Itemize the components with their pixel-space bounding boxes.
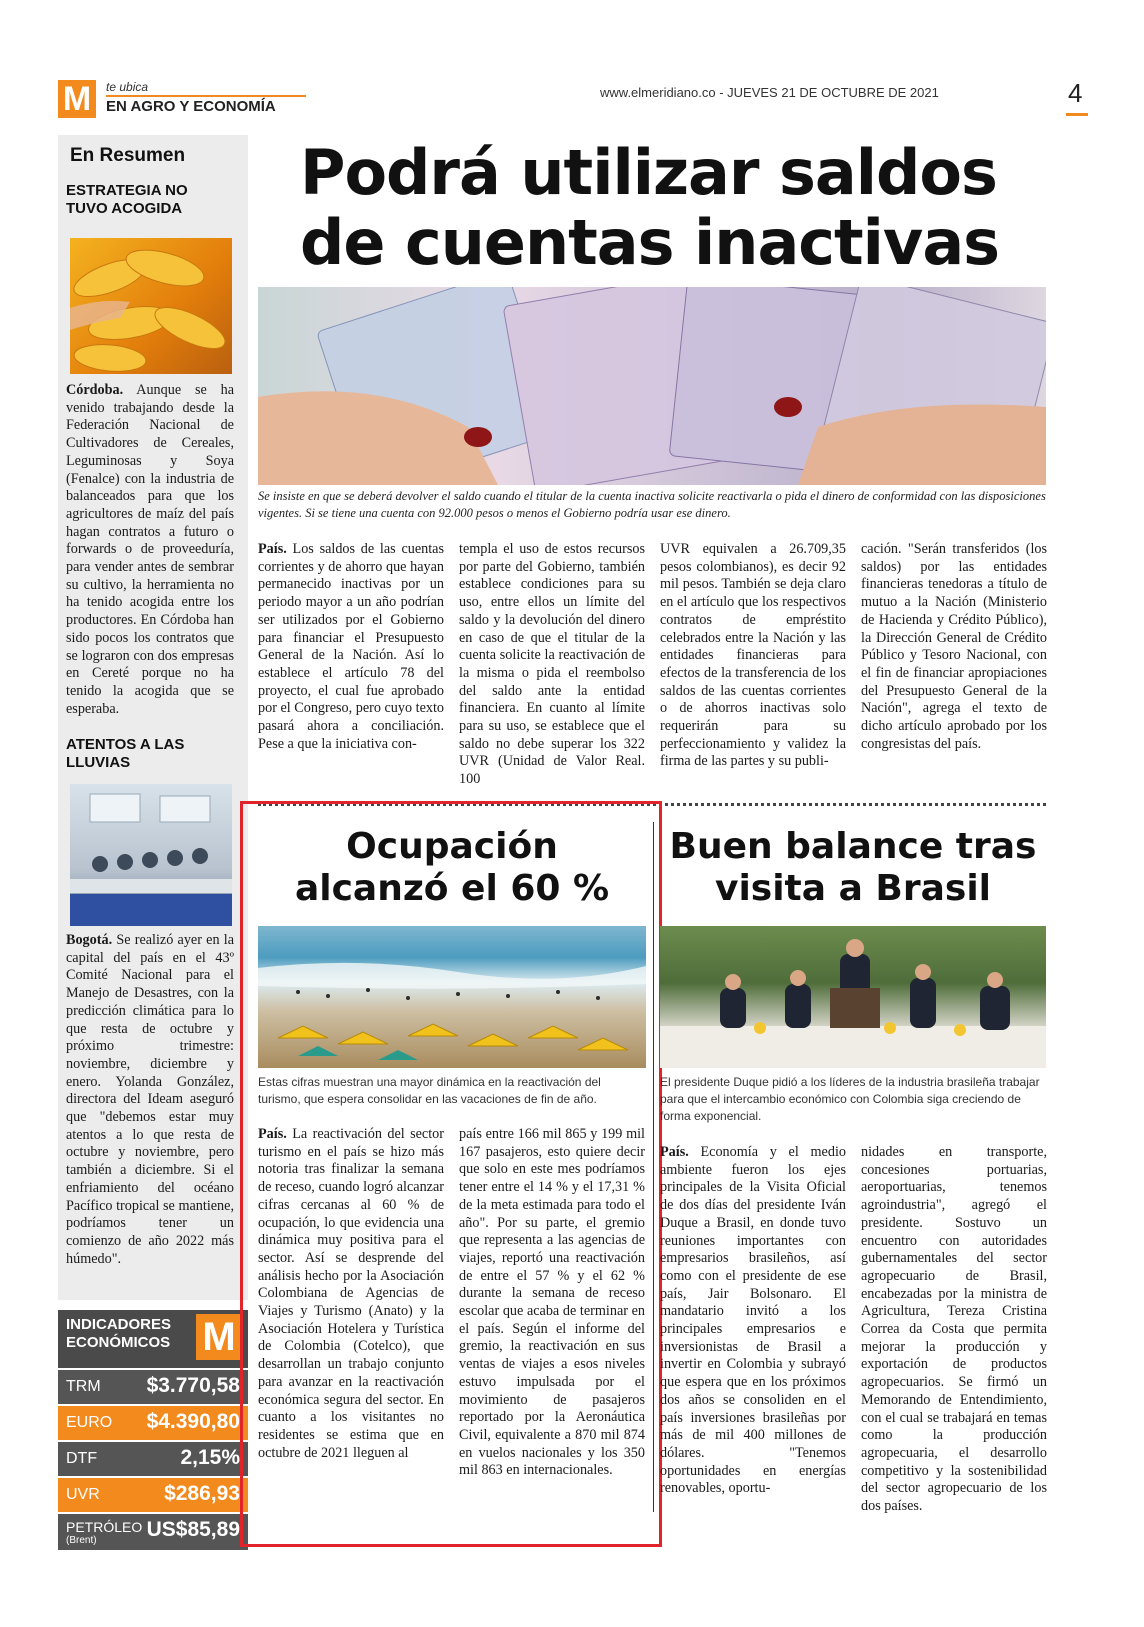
- indicator-value: $4.390,80: [146, 1410, 240, 1433]
- indicator-value: 2,15%: [180, 1446, 240, 1469]
- indicator-value: $286,93: [164, 1482, 240, 1505]
- occupation-headline-line1: Ocupación: [346, 826, 558, 867]
- brasil-col-1-text: Economía y el medio ambiente fueron los ejes principales de la Visita Oficial de dos días del presidente Iván Duque a Brasil, en donde tuvo reuniones importantes con empresarios brasileños, así como con el presidente de ese país, Jair Bolsonaro. El mandatario invitó a los principales empresarios e inversionistas de Brasil a invertir en Colombia y subrayó que espera que en los próximos dos años se consoliden en el país inversiones brasileñas por más de mil 400 millones de dólares. "Tenemos oportunidades en energías renovables, oportu-: [660, 1144, 846, 1497]
- indicators-title: [66, 1316, 171, 1352]
- sidebar-heading-2: ATENTOS A LAS LLUVIAS: [66, 736, 185, 771]
- brasil-headline-line1: Buen balance tras: [669, 826, 1037, 867]
- meeting-photo: [70, 784, 232, 926]
- indicator-value: $3.770,58: [146, 1374, 240, 1397]
- main-col-1-text: Los saldos de las cuentas corrientes y de ahorro que hayan permanecido inactivas por un periodo mayor a un año podrían ser utilizados por el Gobierno para financiar el Presupuesto General de la Nación. Así lo establece el artículo 78 del proyecto, el cual fue aprobado por el Congreso, pero cuyo texto pasará ahora a conciliación. Pese a que la iniciativa con-: [258, 541, 444, 752]
- occupation-col-1: [258, 1126, 444, 1462]
- indicator-sublabel: (Brent): [66, 1535, 97, 1546]
- indicator-row-dtf: [58, 1442, 248, 1476]
- sidebar-title: En Resumen: [70, 145, 186, 166]
- brasil-headline: [660, 826, 1046, 910]
- page-number: 4: [1068, 78, 1083, 108]
- indicator-row-euro: [58, 1406, 248, 1440]
- sidebar-story-2-text: Se realizó ayer en la capital del país en el 43º Comité Nacional para el Manejo de Desastres, con la predicción climática para lo que resta de octubre y próximo trimestre: noviembre, diciembre y enero. Yolanda González, directora del Ideam aseguró que "debemos estar muy atentos a lo que resta de octubre y noviembre, pero también a diciembre. Si el enfriamiento del océano Pacífico tropical se mantiene, podríamos tener un comienzo de año 2022 más húmedo".: [66, 932, 234, 1267]
- column-divider: [653, 822, 654, 1512]
- occupation-col-1-text: La reactivación del sector turismo en el país se hizo más notoria tras finalizar la semana de receso, cuando logró alcanzar cifras cercanas al 60 % de ocupación, lo que evidencia una dinámica muy positiva para el sector. Así se desprende del análisis hecho por la Asociación Colombiana de Agencias de Viajes y Turismo (Anato) y la Asociación Hotelera y Turística de Colombia (Cotelco), que desarrollan un trabajo conjunto para avanzar en la reactivación económica segura del sector. En cuanto a los visitantes no residentes se estima que en octubre de 2021 lleguen al: [258, 1126, 444, 1461]
- brasil-col-1: [660, 1144, 846, 1498]
- main-headline: [300, 138, 1040, 278]
- brasil-col-2: nidades en transporte, concesiones portuarias, aeroportuarias, tenemos agroindustria", agregó el presidente. Sostuvo un encuentro con autoridades gubernamentales del sector agropecuario de Brasil, encabezadas por la ministra de Agricultura, Tereza Cristina Correa da Costa que permita mejorar la producción y exportación de productos agropecuarios. Se firmó un Memorando de Entendimiento, con el cual se trabajará en temas como la producción agropecuaria, el desarrollo competitivo y la sostenibilidad del sector agropecuario de los dos países.: [861, 1144, 1047, 1515]
- indicator-label: DTF: [66, 1450, 98, 1467]
- indicator-row-petroleo: [58, 1514, 248, 1550]
- corn-photo: [70, 238, 232, 374]
- brasil-headline-line2: visita a Brasil: [714, 868, 992, 909]
- indicators-logo: M: [196, 1314, 242, 1360]
- sidebar-story-1-text: Aunque se ha venido trabajando desde la Federación Nacional de Cultivadores de Cereales, Leguminosas y Soya (Fenalce) con la industria de balanceados para que los agricultores de maíz del país hagan contratos a futuro o forwards o de proveeduría, para vender antes de sembrar su cultivo, la herramienta no ha tenido acogida entre los productores. En Córdoba han sido pocos los contratos que se lograron con dos empresas en Cereté porque no ha tenido la acogida que se esperaba.: [66, 382, 234, 717]
- sidebar-story-1: [66, 382, 234, 718]
- main-photo-caption: Se insiste en que se deberá devolver el saldo cuando el titular de la cuenta inactiva solicite reactivarla o pida el dinero de conformidad con las disposiciones vigentes. Si se tiene una cuenta con 92.000 pesos o menos el Gobierno podría usar ese dinero.: [258, 489, 1046, 520]
- section-kicker: te ubica: [106, 80, 149, 94]
- main-col-1: [258, 541, 444, 753]
- occupation-col-2: país entre 166 mil 865 y 199 mil 167 pasajeros, esto quiere decir que solo en este mes podríamos tener entre el 14 % y el 17,31 % de la meta estimada para todo el año". Por su parte, el gremio que representa a las agencias de viajes, reportó una reactivación de entre el 57 % y el 62 % durante la semana de receso escolar que acaba de terminar en el país. Según el informe del gremio, la reactivación en sus ventas de viajes a esos niveles estuvo impulsada por el movimiento de pasajeros reportado por la Aeronáutica Civil, equivalente a 870 mil 874 en vuelos nacionales y los 350 mil 863 en internacionales.: [459, 1126, 645, 1479]
- sidebar-story-2: [66, 932, 234, 1268]
- indicator-label: EURO: [66, 1414, 113, 1431]
- main-col-3: UVR equivalen a 26.709,35 pesos colombianos), es decir 92 mil pesos. También se deja claro en el artículo que los respectivos contratos de empréstito celebrados entre la Nación y las entidades financieras para efectos de la transferencia de los saldos de las cuentas corrientes o de ahorros inactivas solo requerirán para su perfeccionamiento y validez la firma de las partes y su publi-: [660, 541, 846, 770]
- beach-photo: [258, 926, 646, 1068]
- main-headline-line2: de cuentas inactivas: [300, 206, 1000, 279]
- brasil-meeting-photo: [660, 926, 1046, 1068]
- indicator-label: UVR: [66, 1486, 100, 1503]
- occupation-headline: [258, 826, 646, 910]
- section-name: EN AGRO Y ECONOMÍA: [106, 98, 276, 115]
- main-col-4: cación. "Serán transferidos (los saldos) por las entidades financieras tenedoras a título de mutuo a la Nación (Ministerio de Hacienda y Crédito Público), la Dirección General de Crédito Público y Tesoro Nacional, con el fin de financiar apropiaciones del Presupuesto General de la Nación", agrega el texto de dicho artículo aprobado por los congresistas del país.: [861, 541, 1047, 752]
- indicator-label: PETRÓLEO: [66, 1519, 143, 1535]
- main-headline-line1: Podrá utilizar saldos: [300, 136, 997, 209]
- page-number-rule: [1066, 113, 1088, 116]
- banknotes-photo: [258, 287, 1046, 485]
- dateline: www.elmeridiano.co - JUEVES 21 DE OCTUBRE DE 2021: [600, 85, 939, 100]
- indicator-row-trm: [58, 1370, 248, 1404]
- occupation-photo-caption: Estas cifras muestran una mayor dinámica en la reactivación del turismo, que espera consolidar en las vacaciones de fin de año.: [258, 1075, 601, 1106]
- sidebar-story-1-lead: Córdoba.: [66, 382, 124, 398]
- indicator-value: US$85,89: [146, 1518, 240, 1541]
- indicators-title-line2: ECONÓMICOS: [66, 1334, 171, 1351]
- indicators-title-line1: INDICADORES: [66, 1316, 172, 1333]
- brasil-photo-caption: El presidente Duque pidió a los líderes de la industria brasileña trabajar para que el intercambio económico con Colombia siga creciendo de forma exponencial.: [660, 1075, 1040, 1123]
- main-col-1-lead: País.: [258, 541, 287, 557]
- indicator-label: TRM: [66, 1378, 101, 1395]
- indicator-row-uvr: [58, 1478, 248, 1512]
- main-col-2: templa el uso de estos recursos por parte del Gobierno, también establece condiciones para su uso, entre ellos un límite del saldo y la devolución del dinero en caso de que el titular de la cuenta solicite la reactivación de la misma o pida el reembolso del saldo ante la entidad financiera. En cuanto al límite para su uso, se establece que el saldo no debe superar los 322 UVR (Unidad de Valor Real. 100: [459, 541, 645, 788]
- sidebar-story-2-lead: Bogotá.: [66, 932, 113, 948]
- occupation-col-1-lead: País.: [258, 1126, 287, 1142]
- occupation-headline-line2: alcanzó el 60 %: [294, 868, 610, 909]
- newspaper-logo: M: [58, 80, 96, 118]
- section-rule: [106, 95, 306, 97]
- brasil-col-1-lead: País.: [660, 1144, 689, 1160]
- sidebar-heading-1: ESTRATEGIA NO TUVO ACOGIDA: [66, 182, 188, 217]
